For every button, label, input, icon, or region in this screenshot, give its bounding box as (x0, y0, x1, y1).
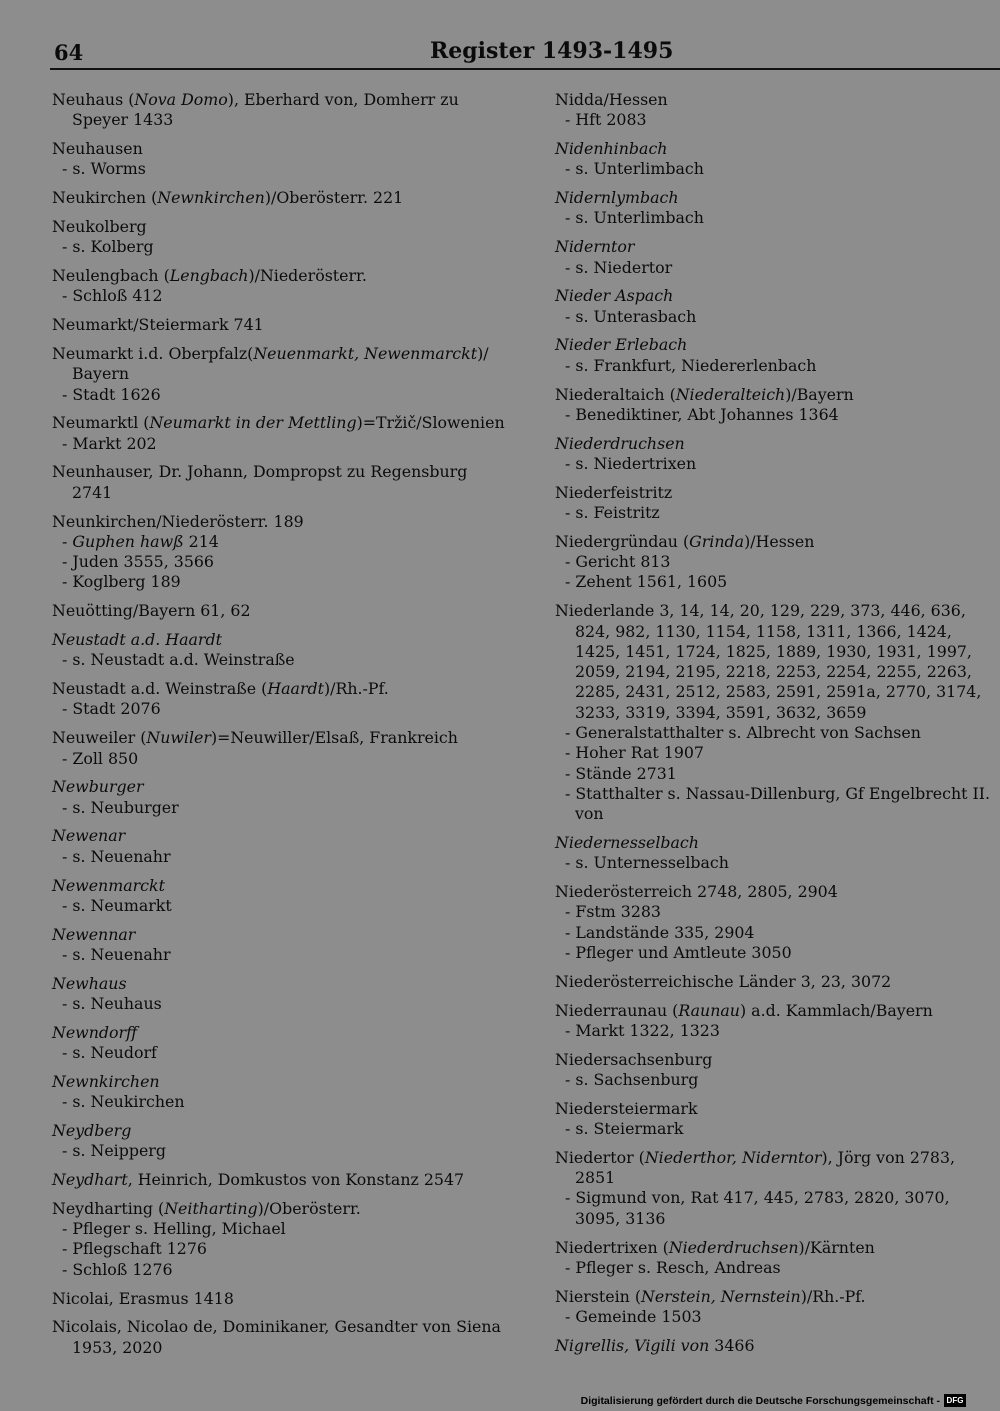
text-segment: Niedersachsenburg (555, 1049, 713, 1069)
text-segment: Nieder Aspach (555, 286, 674, 306)
text-segment: Niederaltaich ( (555, 384, 676, 404)
text-segment: Niedergründau ( (555, 531, 690, 551)
text-segment: - s. Neuhaus (62, 993, 162, 1013)
page-header (52, 38, 1000, 70)
entry-subentry (555, 1070, 995, 1090)
text-segment: Niederlande 3, 14, 14, 20, 129, 229, 373, 446, 636, 824, 982, 1130, 1154, 1158, 1311, 1366, 1424, 1425, 1451, 1724, 1825, 1889, 1930, 1931, 1997, 2059, 2194, 2195, 2218, 2253, 2254, 2255, 2263, 2285, 2431, 2512, 2583, 2591, 2591a, 2770, 3174, 3233, 3319, 3394, 3591, 3632, 3659 (555, 601, 982, 722)
text-segment: - Gericht 813 (565, 552, 671, 572)
text-segment: - Generalstatthalter s. Albrecht von Sachsen (565, 723, 921, 743)
page-number: 64 (54, 40, 84, 65)
entry-heading (52, 826, 507, 846)
entry-heading (52, 1289, 507, 1309)
text-segment: Newburger (52, 777, 144, 797)
text-segment: 214 (183, 531, 219, 551)
index-entry (555, 385, 995, 426)
text-segment: Neitharting (164, 1198, 258, 1218)
entry-heading (555, 139, 995, 159)
index-entry (555, 335, 995, 376)
text-segment: - Juden 3555, 3566 (62, 552, 214, 572)
funding-notice: Digitalisierung gefördert durch die Deutsche Forschungsgemeinschaft - (580, 1394, 940, 1407)
entry-heading (52, 1072, 507, 1092)
index-entry (52, 777, 507, 818)
text-segment: - Sigmund von, Rat 417, 445, 2783, 2820, 3070, 3095, 3136 (565, 1188, 950, 1228)
entry-heading (52, 217, 507, 237)
index-entry (52, 1317, 507, 1358)
entry-subentry (555, 1188, 995, 1229)
text-segment: - s. Unterlimbach (565, 208, 704, 228)
text-segment: - Hoher Rat 1907 (565, 743, 704, 763)
text-segment: - s. Neuburger (62, 797, 179, 817)
entry-subentry (555, 405, 995, 425)
entry-subentry (555, 454, 995, 474)
text-segment: Newenar (52, 826, 126, 846)
entry-heading (555, 237, 995, 257)
entry-heading (52, 925, 507, 945)
entry-subentry (52, 994, 507, 1014)
text-segment: - Hft 2083 (565, 110, 647, 130)
page-footer (581, 1394, 966, 1407)
text-segment: - s. Neudorf (62, 1043, 157, 1063)
text-segment: Neustadt a.d. Weinstraße ( (52, 679, 268, 699)
text-segment: Guphen hawß (72, 531, 184, 551)
text-segment: ), Eberhard von, Domherr zu Speyer 1433 (72, 90, 459, 130)
text-segment: Nigrellis, Vigili von (555, 1335, 710, 1355)
text-segment: - Markt 1322, 1323 (565, 1020, 720, 1040)
text-segment: - Stadt 1626 (62, 384, 161, 404)
entry-subentry (555, 853, 995, 873)
index-entry (555, 1287, 995, 1328)
index-entry (52, 601, 507, 621)
text-segment: Lengbach (169, 266, 249, 286)
text-segment: Niedertor ( (555, 1147, 645, 1167)
text-segment: Nicolai, Erasmus 1418 (52, 1288, 234, 1308)
index-entry (52, 1170, 507, 1190)
entry-heading (52, 462, 507, 503)
text-segment: - s. Neumarkt (62, 895, 172, 915)
entry-subentry (555, 743, 995, 763)
text-segment: - Stadt 2076 (62, 699, 161, 719)
entry-heading (555, 385, 995, 405)
text-segment: Neumarkt i.d. Oberpfalz( (52, 343, 254, 363)
entry-heading (52, 188, 507, 208)
entry-heading (555, 286, 995, 306)
entry-heading (555, 833, 995, 853)
text-segment: )=Tržič/Slowenien (356, 413, 505, 433)
text-segment: Nidenhinbach (555, 139, 668, 159)
index-entry (52, 925, 507, 966)
entry-subentry (52, 798, 507, 818)
entry-heading (52, 728, 507, 748)
index-entry (52, 217, 507, 258)
index-entry (52, 462, 507, 503)
entry-subentry (52, 434, 507, 454)
entry-heading (52, 1317, 507, 1358)
index-entry (52, 188, 507, 208)
entry-heading (555, 483, 995, 503)
index-entry (52, 826, 507, 867)
text-segment: - s. Neipperg (62, 1141, 166, 1161)
text-segment: - Zehent 1561, 1605 (565, 572, 728, 592)
entry-subentry (555, 159, 995, 179)
entry-subentry (52, 159, 507, 179)
entry-subentry (555, 923, 995, 943)
text-segment: )/Rh.-Pf. (323, 679, 389, 699)
text-segment: Neydberg (52, 1120, 132, 1140)
index-entry (52, 512, 507, 593)
index-entry (555, 1148, 995, 1229)
index-entry (555, 1001, 995, 1042)
entry-heading (555, 1148, 995, 1189)
entry-heading (555, 532, 995, 552)
text-segment: ) a.d. Kammlach/Bayern (739, 1000, 933, 1020)
entry-heading (52, 876, 507, 896)
text-segment: - s. Neuenahr (62, 944, 171, 964)
text-segment: Niedersteiermark (555, 1098, 698, 1118)
index-entry (555, 972, 995, 992)
text-segment: - s. Neukirchen (62, 1092, 185, 1112)
text-segment: Niderntor (555, 237, 635, 257)
index-entry (52, 344, 507, 405)
entry-subentry (555, 258, 995, 278)
index-entry (52, 1199, 507, 1280)
index-entry (52, 90, 507, 131)
entry-subentry (555, 943, 995, 963)
text-segment: , Heinrich, Domkustos von Konstanz 2547 (127, 1170, 465, 1190)
text-segment: - s. Neuenahr (62, 846, 171, 866)
entry-heading (52, 777, 507, 797)
text-segment: Neumarktl ( (52, 413, 150, 433)
entry-heading (52, 90, 507, 131)
index-entry (52, 315, 507, 335)
text-segment: Niederösterreich 2748, 2805, 2904 (555, 882, 838, 902)
index-entry (555, 237, 995, 278)
entry-heading (52, 630, 507, 650)
index-entry (52, 266, 507, 307)
index-entry (52, 974, 507, 1015)
text-segment: Neunhauser, Dr. Johann, Dompropst zu Regensburg 2741 (52, 462, 468, 502)
text-segment: )/ Bayern (72, 343, 489, 384)
entry-subentry (555, 1258, 995, 1278)
entry-subentry (52, 749, 507, 769)
index-entry (52, 1121, 507, 1162)
text-segment: Neukirchen ( (52, 188, 158, 208)
index-entry (555, 1050, 995, 1091)
text-segment: Nerstein, Nernstein (641, 1286, 801, 1306)
index-entry (52, 1023, 507, 1064)
text-segment: Raunau (678, 1000, 740, 1020)
index-entry (555, 483, 995, 524)
text-segment: )/Hessen (744, 531, 815, 551)
text-segment: Newenmarckt (52, 875, 165, 895)
index-column-left (52, 90, 507, 1366)
entry-heading (52, 1170, 507, 1190)
index-entry (555, 188, 995, 229)
text-segment: - Pfleger und Amtleute 3050 (565, 942, 792, 962)
entry-heading (555, 882, 995, 902)
entry-subentry (52, 1219, 507, 1239)
entry-subentry (52, 699, 507, 719)
entry-heading (52, 679, 507, 699)
text-segment: - s. Frankfurt, Niedererlenbach (565, 355, 817, 375)
entry-heading (52, 601, 507, 621)
entry-heading (555, 1287, 995, 1307)
entry-heading (555, 601, 995, 723)
text-segment: - Gemeinde 1503 (565, 1306, 702, 1326)
entry-heading (52, 344, 507, 385)
entry-subentry (555, 208, 995, 228)
index-entry (52, 679, 507, 720)
entry-subentry (52, 847, 507, 867)
text-segment: - s. Niedertrixen (565, 453, 697, 473)
entry-subentry (52, 945, 507, 965)
text-segment: )/Bayern (785, 384, 854, 404)
text-segment: Newnkirchen (157, 188, 265, 208)
index-entry (555, 1336, 995, 1356)
text-segment: Newndorff (52, 1022, 138, 1042)
entry-subentry (52, 896, 507, 916)
entry-subentry (555, 723, 995, 743)
text-segment: Neuweiler ( (52, 728, 147, 748)
text-segment: Newnkirchen (52, 1071, 160, 1091)
entry-subentry (555, 764, 995, 784)
entry-heading (52, 1023, 507, 1043)
index-entry (555, 601, 995, 824)
index-column-right (555, 90, 995, 1365)
text-segment: Neukolberg (52, 216, 147, 236)
text-segment: - Statthalter s. Nassau-Dillenburg, Gf Engelbrecht II. von (565, 783, 991, 824)
text-segment: )/Oberösterr. (257, 1198, 361, 1218)
text-segment: - Markt 202 (62, 433, 157, 453)
text-segment: )/Niederösterr. (248, 266, 367, 286)
entry-subentry (52, 385, 507, 405)
text-segment: Nierstein ( (555, 1286, 641, 1306)
text-segment: Niederthor, Niderntor (644, 1147, 822, 1167)
entry-subentry (52, 286, 507, 306)
entry-heading (52, 139, 507, 159)
entry-subentry (555, 552, 995, 572)
entry-heading (555, 1238, 995, 1258)
dfg-logo-icon: DFG (944, 1394, 966, 1407)
text-segment: Niedernesselbach (555, 833, 699, 852)
entry-subentry (555, 1119, 995, 1139)
entry-heading (52, 512, 507, 532)
index-entry (555, 833, 995, 874)
text-segment: Niederfeistritz (555, 482, 673, 502)
text-segment: Nicolais, Nicolao de, Dominikaner, Gesandter von Siena 1953, 2020 (52, 1317, 501, 1357)
entry-subentry (52, 1260, 507, 1280)
entry-subentry (555, 356, 995, 376)
entry-subentry (52, 532, 507, 552)
index-entry (52, 1072, 507, 1113)
text-segment: Nieder Erlebach (555, 335, 688, 355)
text-segment: - s. Neustadt a.d. Weinstraße (62, 650, 295, 670)
index-entry (555, 139, 995, 180)
text-segment: Neumarkt in der Mettling (149, 413, 357, 433)
text-segment: Newhaus (52, 973, 127, 993)
header-rule (50, 68, 1000, 70)
text-segment: Niederdruchsen (555, 433, 685, 453)
entry-subentry (555, 902, 995, 922)
text-segment: Grinda (689, 531, 745, 551)
text-segment: - Pflegschaft 1276 (62, 1239, 207, 1259)
text-segment: Niederraunau ( (555, 1000, 679, 1020)
text-segment: Niedertrixen ( (555, 1237, 669, 1257)
running-title: Register 1493-1495 (430, 38, 674, 64)
entry-heading (52, 413, 507, 433)
text-segment: Neuhaus ( (52, 90, 135, 109)
entry-subentry (555, 307, 995, 327)
text-segment: Niederdruchsen (668, 1237, 799, 1257)
text-segment: - Fstm 3283 (565, 902, 661, 922)
text-segment: Niederösterreichische Länder 3, 23, 3072 (555, 971, 892, 991)
entry-subentry (555, 1307, 995, 1327)
index-entry (52, 1289, 507, 1309)
index-entry (555, 1099, 995, 1140)
text-segment: - Schloß 1276 (62, 1259, 173, 1279)
text-segment: - s. Feistritz (565, 503, 660, 523)
text-segment: - (62, 531, 73, 551)
text-segment: Nova Domo (134, 90, 228, 109)
entry-heading (52, 315, 507, 335)
text-segment: )/Oberösterr. 221 (264, 188, 404, 208)
text-segment: - s. Steiermark (565, 1119, 684, 1139)
text-segment: - Landstände 335, 2904 (565, 922, 755, 942)
index-entry (555, 286, 995, 327)
text-segment: ), Jörg von 2783, 2851 (575, 1147, 956, 1188)
entry-subentry (52, 572, 507, 592)
index-entry (555, 434, 995, 475)
text-segment: - Stände 2731 (565, 763, 677, 783)
entry-heading (52, 974, 507, 994)
text-segment: - Schloß 412 (62, 286, 163, 306)
text-segment: Neumarkt/Steiermark 741 (52, 315, 264, 335)
text-segment: Neuenmarkt, Newenmarckt (253, 343, 478, 363)
text-segment: - s. Worms (62, 159, 146, 179)
text-segment: - s. Sachsenburg (565, 1069, 699, 1089)
entry-subentry (555, 503, 995, 523)
entry-subentry (52, 237, 507, 257)
text-segment: Niederalteich (675, 384, 786, 404)
entry-heading (555, 1050, 995, 1070)
text-segment: Neuhausen (52, 139, 143, 159)
index-entry (52, 728, 507, 769)
index-entry (52, 139, 507, 180)
text-segment: - Koglberg 189 (62, 572, 181, 592)
text-segment: Neunkirchen/Niederösterr. 189 (52, 511, 304, 531)
text-segment: - Zoll 850 (62, 748, 139, 768)
text-segment: Nuwiler (146, 728, 211, 748)
text-segment: - s. Unterasbach (565, 306, 697, 326)
text-segment: Neydhart (52, 1170, 128, 1190)
entry-heading (52, 1199, 507, 1219)
text-segment: Neydharting ( (52, 1198, 165, 1218)
text-segment: )=Neuwiller/Elsaß, Frankreich (210, 728, 458, 748)
text-segment: )/Kärnten (798, 1237, 875, 1257)
index-entry (555, 882, 995, 963)
text-segment: - s. Unternesselbach (565, 853, 729, 873)
entry-subentry (52, 552, 507, 572)
text-segment: - s. Niedertor (565, 257, 673, 277)
entry-heading (555, 1099, 995, 1119)
entry-subentry (555, 1021, 995, 1041)
entry-heading (555, 1001, 995, 1021)
entry-subentry (52, 1043, 507, 1063)
text-segment: Neustadt a.d. Haardt (52, 630, 222, 650)
text-segment: 3466 (709, 1335, 755, 1355)
entry-heading (555, 90, 995, 110)
entry-subentry (52, 1239, 507, 1259)
text-segment: )/Rh.-Pf. (800, 1286, 866, 1306)
entry-heading (555, 434, 995, 454)
text-segment: Neuötting/Bayern 61, 62 (52, 601, 251, 621)
text-segment: - Pfleger s. Helling, Michael (62, 1219, 286, 1239)
text-segment: - s. Kolberg (62, 237, 154, 257)
text-segment: - Pfleger s. Resch, Andreas (565, 1257, 781, 1277)
entry-heading (52, 1121, 507, 1141)
entry-heading (555, 972, 995, 992)
entry-heading (52, 266, 507, 286)
text-segment: - Benediktiner, Abt Johannes 1364 (565, 404, 839, 424)
entry-subentry (52, 1092, 507, 1112)
text-segment: - s. Unterlimbach (565, 159, 704, 179)
entry-subentry (555, 572, 995, 592)
index-entry (52, 876, 507, 917)
text-segment: Newennar (52, 924, 136, 944)
entry-subentry (555, 110, 995, 130)
entry-heading (555, 335, 995, 355)
index-entry (52, 630, 507, 671)
index-entry (555, 1238, 995, 1279)
text-segment: Haardt (267, 679, 324, 699)
text-segment: Nidda/Hessen (555, 90, 668, 109)
entry-heading (555, 1336, 995, 1356)
index-entry (52, 413, 507, 454)
text-segment: Nidernlymbach (555, 188, 679, 208)
index-entry (555, 532, 995, 593)
entry-subentry (555, 784, 995, 825)
entry-heading (555, 188, 995, 208)
entry-subentry (52, 1141, 507, 1161)
text-segment: Neulengbach ( (52, 266, 170, 286)
entry-subentry (52, 650, 507, 670)
index-entry (555, 90, 995, 131)
